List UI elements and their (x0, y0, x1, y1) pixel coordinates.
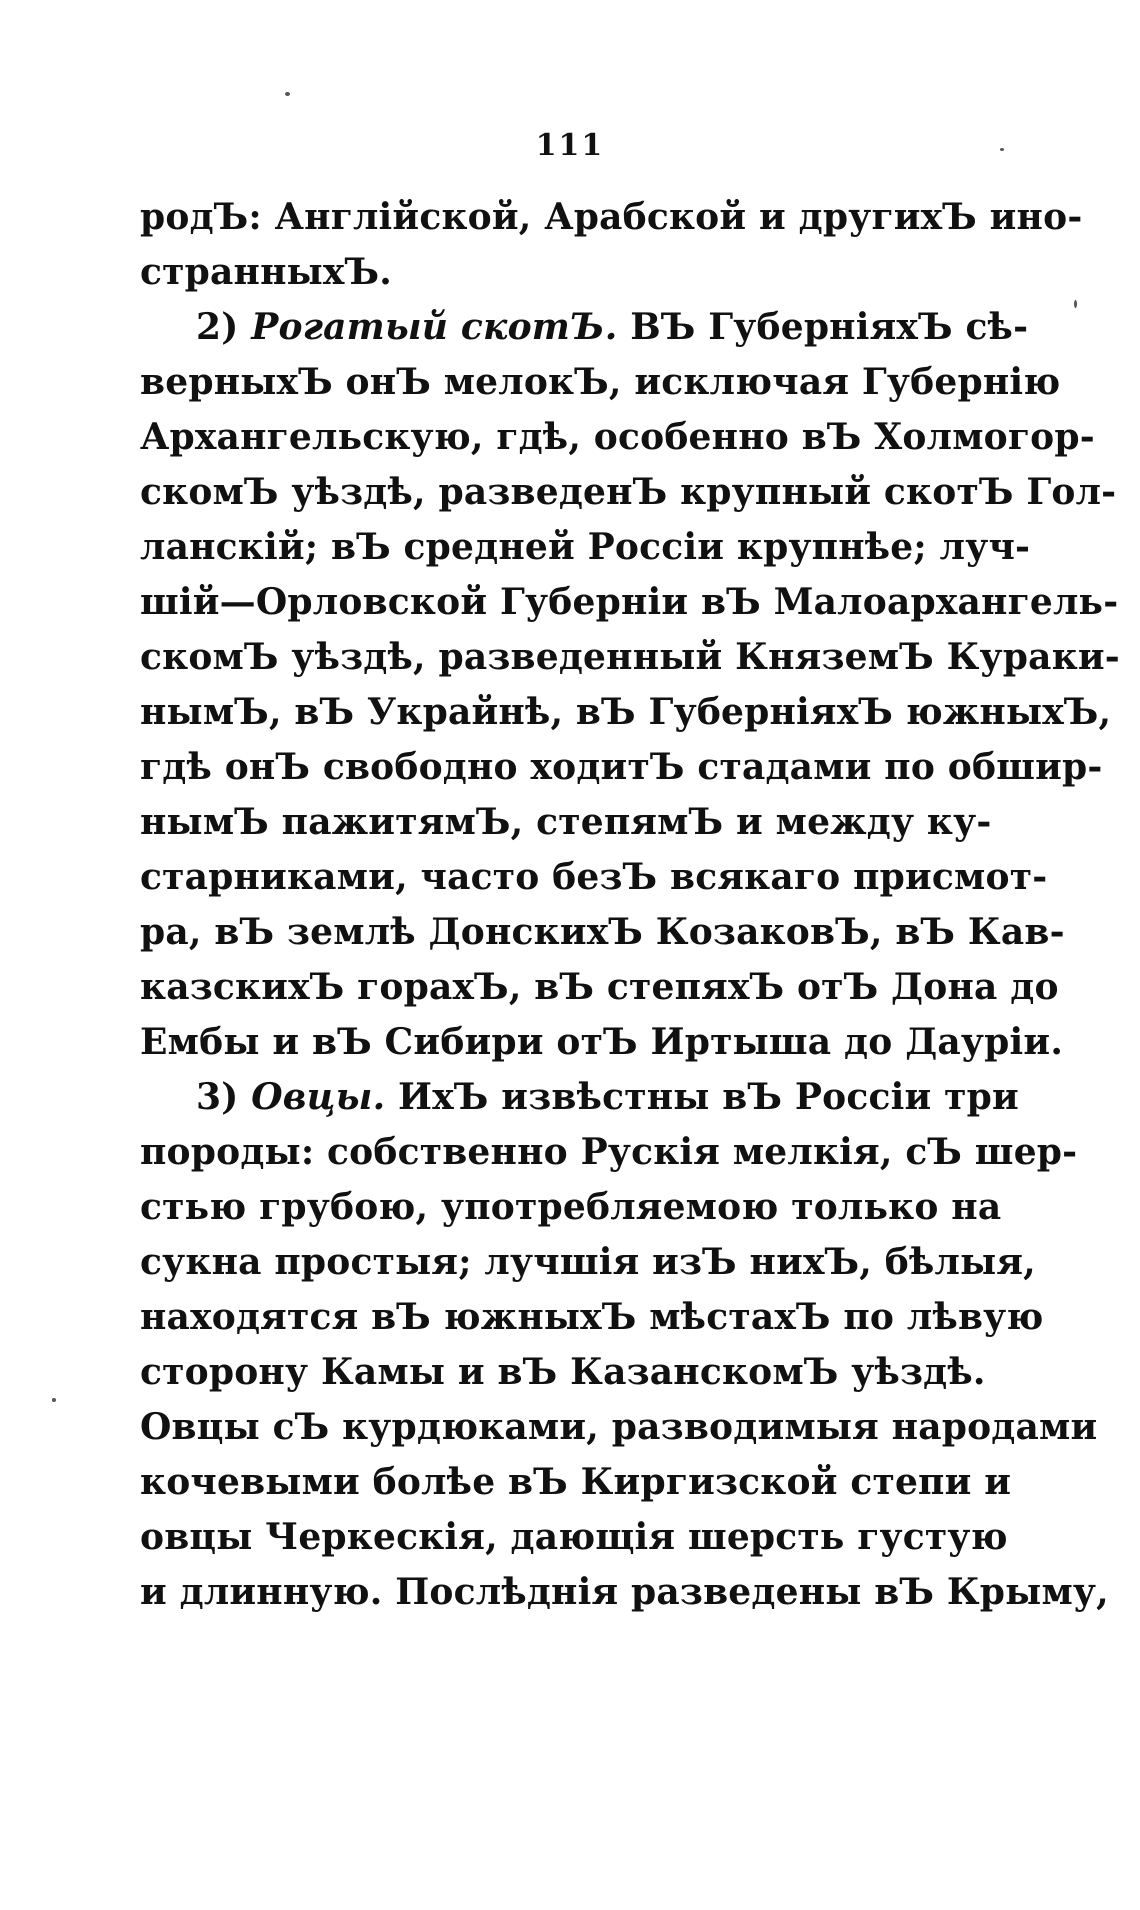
scan-speck (285, 92, 290, 96)
scan-speck (1074, 300, 1077, 308)
text-line: верныхЪ онЪ мелокЪ, исключая Губернію (140, 361, 1061, 403)
scan-speck (52, 1398, 56, 1402)
text-line: кочевыми болѣе вЪ Киргизской степи и (140, 1461, 1012, 1503)
text-line: казскихЪ горахЪ, вЪ степяхЪ отЪ Дона до (140, 966, 1059, 1008)
text-run: ИхЪ извѣстны вЪ Россіи три (385, 1076, 1019, 1118)
text-line: шій—Орловской Губерніи вЪ Малоархангель- (140, 581, 1119, 623)
text-line: Ембы и вЪ Сибири отЪ Иртыша до Дауріи. (140, 1021, 1064, 1063)
text-line: родЪ: Англійской, Арабской и другихЪ ино- (140, 196, 1083, 238)
text-line: нымЪ, вЪ Украйнѣ, вЪ ГуберніяхЪ южныхЪ, (140, 691, 1112, 733)
text-line: породы: собственно Рускія мелкія, сЪ шер- (140, 1131, 1078, 1173)
text-line: Архангельскую, гдѣ, особенно вЪ Холмогор- (140, 416, 1095, 458)
text-line: ра, вЪ землѣ ДонскихЪ КозаковЪ, вЪ Кав- (140, 911, 1065, 953)
body-text (140, 190, 1120, 1620)
text-line: ланскій; вЪ средней Россіи крупнѣе; луч- (140, 526, 1031, 568)
section-heading-line (140, 1070, 1019, 1125)
section-title: Рогатый скотЪ. (251, 306, 618, 348)
section-number: 2) (196, 306, 252, 348)
text-line: овцы Черкескія, дающія шерсть густую (140, 1516, 1008, 1558)
text-line: находятся вЪ южныхЪ мѣстахЪ по лѣвую (140, 1296, 1044, 1338)
section-heading-line (140, 300, 1029, 355)
section-number: 3) (196, 1076, 252, 1118)
text-line: Овцы сЪ курдюками, разводимыя народами (140, 1406, 1098, 1448)
section-title: Овцы. (251, 1076, 386, 1118)
text-line: нымЪ пажитямЪ, степямЪ и между ку- (140, 801, 992, 843)
text-line: старниками, часто безЪ всякаго присмот- (140, 856, 1048, 898)
page-number: 111 (535, 128, 605, 163)
text-line: странныхЪ. (140, 251, 392, 293)
text-line: гдѣ онЪ свободно ходитЪ стадами по обшир- (140, 746, 1103, 788)
text-line: стью грубою, употребляемою только на (140, 1186, 1002, 1228)
text-run: ВЪ ГуберніяхЪ сѣ- (617, 306, 1029, 348)
text-line: сторону Камы и вЪ КазанскомЪ уѣздѣ. (140, 1351, 986, 1393)
text-line: скомЪ уѣздѣ, разведенЪ крупный скотЪ Гол- (140, 471, 1117, 513)
text-line: скомЪ уѣздѣ, разведенный КняземЪ Кураки- (140, 636, 1120, 678)
text-line: и длинную. Послѣднія разведены вЪ Крыму, (140, 1571, 1109, 1613)
text-line: сукна простыя; лучшія изЪ нихЪ, бѣлыя, (140, 1241, 1036, 1283)
